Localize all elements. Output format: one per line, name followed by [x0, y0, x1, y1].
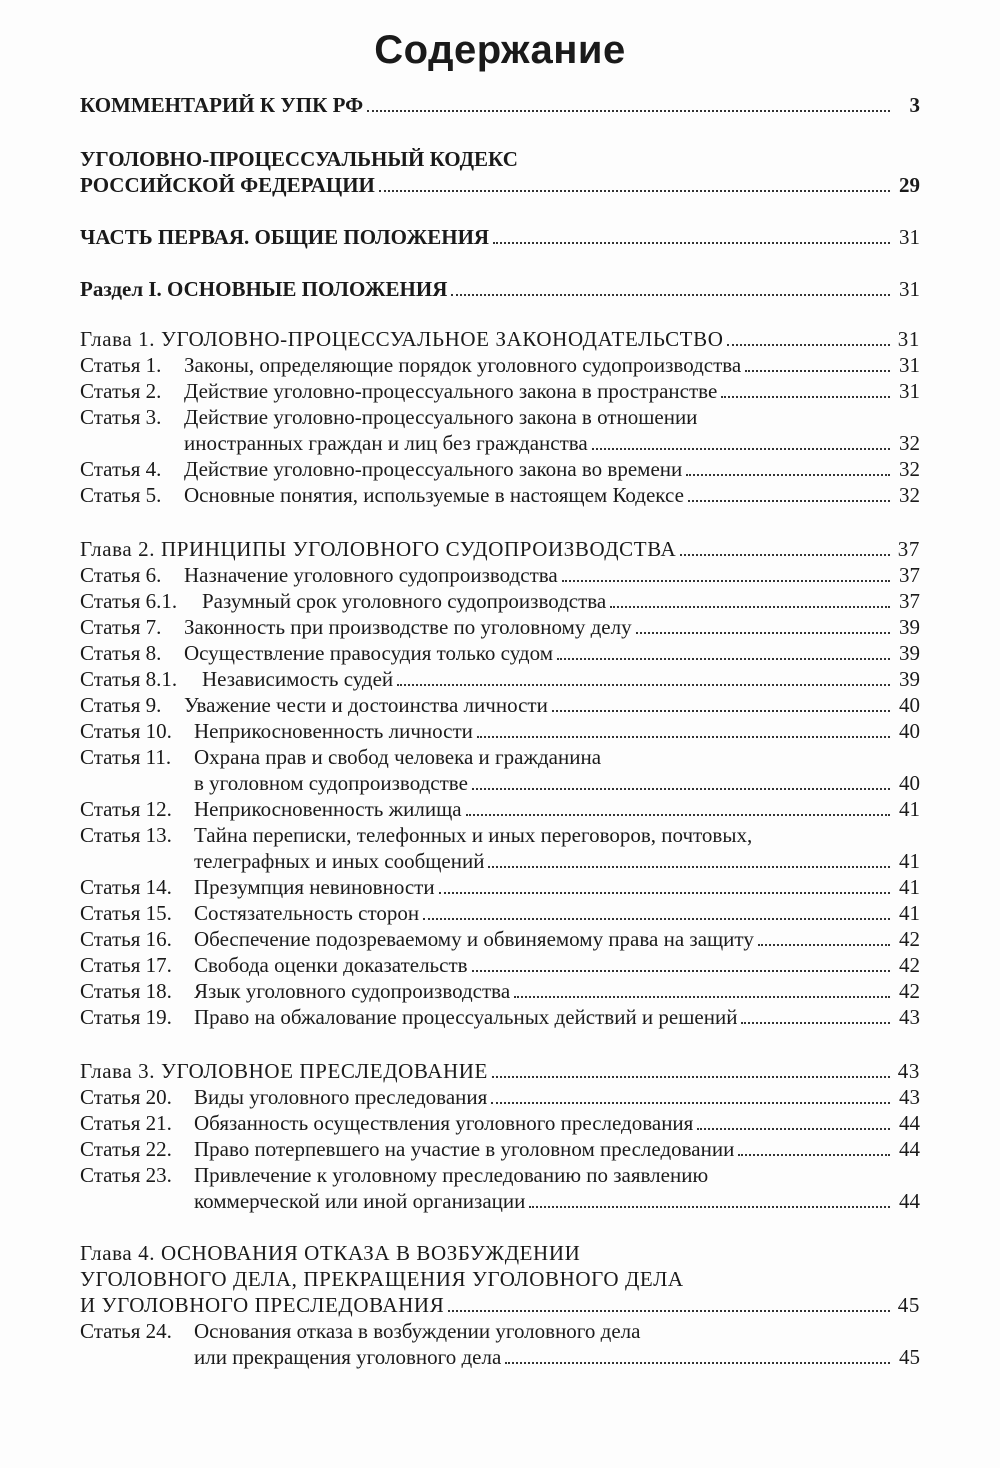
toc-chapter[interactable]	[80, 536, 920, 562]
toc-entry-label: Раздел I. ОСНОВНЫЕ ПОЛОЖЕНИЯ	[80, 277, 448, 301]
toc-entry-label: Глава 2. ПРИНЦИПЫ УГОЛОВНОГО СУДОПРОИЗВОДСТВА	[80, 537, 677, 561]
article-number: Статья 1.	[80, 353, 162, 377]
toc-page-number: 41	[899, 849, 920, 873]
toc-article[interactable]	[80, 378, 920, 404]
toc-page-number: 40	[899, 719, 920, 743]
dot-leader	[686, 474, 890, 476]
toc-page-number: 44	[899, 1111, 920, 1135]
toc-entry-label: Назначение уголовного судопроизводства	[184, 563, 558, 587]
article-number: Статья 12.	[80, 797, 172, 821]
toc-entry-label: Законы, определяющие порядок уголовного судопроизводства	[184, 353, 742, 377]
dot-leader	[592, 448, 890, 450]
dot-leader	[688, 500, 890, 502]
article-number: Статья 20.	[80, 1085, 172, 1109]
page-title: Содержание	[374, 28, 626, 72]
toc-page-number: 40	[899, 693, 920, 717]
toc-entry-label: Право потерпевшего на участие в уголовном преследовании	[194, 1137, 735, 1161]
toc-page-number: 31	[899, 353, 920, 377]
toc-entry-label: Законность при производстве по уголовному делу	[184, 615, 632, 639]
dot-leader	[727, 344, 890, 346]
toc-entry-label: УГОЛОВНО-ПРОЦЕССУАЛЬНЫЙ КОДЕКС	[80, 147, 518, 171]
article-number: Статья 22.	[80, 1137, 172, 1161]
toc-article[interactable]	[80, 978, 920, 1004]
article-number: Статья 6.1.	[80, 589, 178, 613]
toc-article[interactable]	[80, 744, 920, 796]
article-number: Статья 11.	[80, 745, 172, 769]
dot-leader	[492, 1076, 890, 1078]
toc-entry-label: Презумпция невиновности	[194, 875, 435, 899]
toc-entry-label: Право на обжалование процессуальных действий и решений	[194, 1005, 738, 1029]
dot-leader	[488, 866, 890, 868]
toc-entry-label: Действие уголовно-процессуального закона в отношении	[184, 405, 698, 429]
toc-entry[interactable]	[80, 224, 920, 250]
toc-page-number: 29	[899, 173, 920, 197]
toc-entry-label-cont: телеграфных и иных сообщений	[194, 849, 485, 873]
dot-leader	[423, 918, 890, 920]
toc-article[interactable]	[80, 1004, 920, 1030]
dot-leader	[379, 190, 890, 192]
toc-entry-label: Свобода оценки доказательств	[194, 953, 468, 977]
toc-entry-label: Глава 4. ОСНОВАНИЯ ОТКАЗА В ВОЗБУЖДЕНИИ	[80, 1241, 581, 1265]
toc-entry-label: Действие уголовно-процессуального закона в пространстве	[184, 379, 718, 403]
toc-article[interactable]	[80, 1110, 920, 1136]
article-number: Статья 16.	[80, 927, 172, 951]
article-number: Статья 21.	[80, 1111, 172, 1135]
toc-entry[interactable]	[80, 276, 920, 302]
dot-leader	[477, 736, 890, 738]
article-number: Статья 8.1.	[80, 667, 178, 691]
toc-page-number: 39	[899, 615, 920, 639]
toc-entry[interactable]	[80, 146, 920, 198]
article-number: Статья 17.	[80, 953, 172, 977]
toc-entry-label-cont: коммерческой или иной организации	[194, 1189, 526, 1213]
toc-page-number: 44	[899, 1137, 920, 1161]
toc-page-number: 43	[897, 1059, 920, 1083]
toc-entry-label-cont: в уголовном судопроизводстве	[194, 771, 468, 795]
dot-leader	[738, 1154, 890, 1156]
toc-entry-label: Уважение чести и достоинства личности	[184, 693, 548, 717]
toc-page-number: 37	[899, 589, 920, 613]
toc-article[interactable]	[80, 456, 920, 482]
dot-leader	[697, 1128, 890, 1130]
toc-page-number: 45	[899, 1345, 920, 1369]
toc-page-number: 37	[897, 537, 920, 561]
dot-leader	[557, 658, 890, 660]
article-number: Статья 23.	[80, 1163, 172, 1187]
dot-leader	[529, 1206, 890, 1208]
toc-entry-label: Независимость судей	[202, 667, 394, 691]
article-number: Статья 5.	[80, 483, 162, 507]
toc-article[interactable]	[80, 718, 920, 744]
toc-article[interactable]	[80, 900, 920, 926]
dot-leader	[397, 684, 890, 686]
toc-entry-label: Глава 3. УГОЛОВНОЕ ПРЕСЛЕДОВАНИЕ	[80, 1059, 488, 1083]
toc-entry-label: Язык уголовного судопроизводства	[194, 979, 511, 1003]
toc-entry-label-cont: иностранных граждан и лиц без гражданства	[184, 431, 588, 455]
dot-leader	[472, 970, 890, 972]
toc-article[interactable]	[80, 666, 920, 692]
toc-page-number: 32	[899, 457, 920, 481]
toc-entry-label: Привлечение к уголовному преследованию по заявлению	[194, 1163, 709, 1187]
toc-article[interactable]	[80, 562, 920, 588]
dot-leader	[721, 396, 890, 398]
toc-article[interactable]	[80, 1318, 920, 1370]
toc-entry-label: Обеспечение подозреваемому и обвиняемому права на защиту	[194, 927, 754, 951]
dot-leader	[451, 294, 890, 296]
toc-page-number: 40	[899, 771, 920, 795]
dot-leader	[448, 1310, 890, 1312]
toc-entry-label: Виды уголовного преследования	[194, 1085, 488, 1109]
article-number: Статья 2.	[80, 379, 162, 403]
toc-page-number: 45	[897, 1293, 920, 1317]
toc-article[interactable]	[80, 1084, 920, 1110]
dot-leader	[493, 242, 890, 244]
article-number: Статья 4.	[80, 457, 162, 481]
toc-entry-label: Действие уголовно-процессуального закона во времени	[184, 457, 683, 481]
dot-leader	[610, 606, 890, 608]
toc-entry-label-cont: И УГОЛОВНОГО ПРЕСЛЕДОВАНИЯ	[80, 1293, 445, 1317]
toc-chapter[interactable]	[80, 1058, 920, 1084]
article-number: Статья 13.	[80, 823, 172, 847]
article-number: Статья 8.	[80, 641, 162, 665]
article-number: Статья 18.	[80, 979, 172, 1003]
toc-entry-label: Основания отказа в возбуждении уголовного дела	[194, 1319, 641, 1343]
toc-page-number: 42	[899, 927, 920, 951]
article-number: Статья 19.	[80, 1005, 172, 1029]
toc-page-number: 41	[899, 901, 920, 925]
dot-leader	[491, 1102, 890, 1104]
dot-leader	[745, 370, 890, 372]
toc-entry-label: Охрана прав и свобод человека и гражданина	[194, 745, 602, 769]
toc-page-number: 31	[899, 225, 920, 249]
toc-page-number: 31	[899, 379, 920, 403]
article-number: Статья 14.	[80, 875, 172, 899]
dot-leader	[680, 554, 890, 556]
toc-page-number: 31	[897, 327, 920, 351]
toc-article[interactable]	[80, 952, 920, 978]
dot-leader	[439, 892, 890, 894]
toc-entry-label: Состязательность сторон	[194, 901, 420, 925]
toc-entry-label-cont: или прекращения уголовного дела	[194, 1345, 502, 1369]
toc-page-number: 44	[899, 1189, 920, 1213]
dot-leader	[466, 814, 890, 816]
article-number: Статья 6.	[80, 563, 162, 587]
toc-chapter[interactable]	[80, 1240, 920, 1318]
toc-article[interactable]	[80, 692, 920, 718]
toc-entry-label-cont: УГОЛОВНОГО ДЕЛА, ПРЕКРАЩЕНИЯ УГОЛОВНОГО ДЕЛА	[80, 1267, 684, 1291]
toc-article[interactable]	[80, 822, 920, 874]
toc-page-number: 41	[899, 797, 920, 821]
dot-leader	[636, 632, 890, 634]
toc-entry-label: КОММЕНТАРИЙ К УПК РФ	[80, 93, 364, 117]
toc-page-number: 3	[909, 93, 920, 117]
article-number: Статья 7.	[80, 615, 162, 639]
toc-page-number: 32	[899, 483, 920, 507]
toc-article[interactable]	[80, 796, 920, 822]
toc-page-number: 39	[899, 667, 920, 691]
dot-leader	[758, 944, 890, 946]
dot-leader	[367, 110, 890, 112]
toc-entry-label: ЧАСТЬ ПЕРВАЯ. ОБЩИЕ ПОЛОЖЕНИЯ	[80, 225, 490, 249]
article-number: Статья 15.	[80, 901, 172, 925]
toc-entry-label: Глава 1. УГОЛОВНО-ПРОЦЕССУАЛЬНОЕ ЗАКОНОДАТЕЛЬСТВО	[80, 327, 724, 351]
toc-page-number: 43	[899, 1005, 920, 1029]
toc-page-number: 31	[899, 277, 920, 301]
article-number: Статья 9.	[80, 693, 162, 717]
article-number: Статья 10.	[80, 719, 172, 743]
toc-page-number: 37	[899, 563, 920, 587]
toc-page-number: 42	[899, 953, 920, 977]
toc-article[interactable]	[80, 614, 920, 640]
toc-article[interactable]	[80, 926, 920, 952]
toc-entry-label: Тайна переписки, телефонных и иных переговоров, почтовых,	[194, 823, 753, 847]
dot-leader	[741, 1022, 890, 1024]
dot-leader	[505, 1362, 890, 1364]
toc-article[interactable]	[80, 404, 920, 456]
dot-leader	[514, 996, 890, 998]
toc-entry-label: Осуществление правосудия только судом	[184, 641, 553, 665]
toc-entry-label: Неприкосновенность жилища	[194, 797, 462, 821]
toc-entry-label: Обязанность осуществления уголовного преследования	[194, 1111, 694, 1135]
toc-page-number: 32	[899, 431, 920, 455]
toc-article[interactable]	[80, 482, 920, 508]
toc-page-number: 43	[899, 1085, 920, 1109]
toc-article[interactable]	[80, 1136, 920, 1162]
toc-entry-label: Разумный срок уголовного судопроизводства	[202, 589, 607, 613]
toc-article[interactable]	[80, 640, 920, 666]
toc-page-number: 42	[899, 979, 920, 1003]
toc-entry-label-cont: РОССИЙСКОЙ ФЕДЕРАЦИИ	[80, 173, 375, 197]
toc-article[interactable]	[80, 588, 920, 614]
dot-leader	[472, 788, 890, 790]
article-number: Статья 24.	[80, 1319, 172, 1343]
toc-page-number: 41	[899, 875, 920, 899]
toc-article[interactable]	[80, 874, 920, 900]
toc-entry-label: Неприкосновенность личности	[194, 719, 473, 743]
toc-page-number: 39	[899, 641, 920, 665]
toc-entry[interactable]	[80, 92, 920, 118]
toc-article[interactable]	[80, 352, 920, 378]
dot-leader	[562, 580, 890, 582]
toc-chapter[interactable]	[80, 326, 920, 352]
toc-entry-label: Основные понятия, используемые в настоящем Кодексе	[184, 483, 684, 507]
article-number: Статья 3.	[80, 405, 162, 429]
toc-article[interactable]	[80, 1162, 920, 1214]
dot-leader	[552, 710, 890, 712]
